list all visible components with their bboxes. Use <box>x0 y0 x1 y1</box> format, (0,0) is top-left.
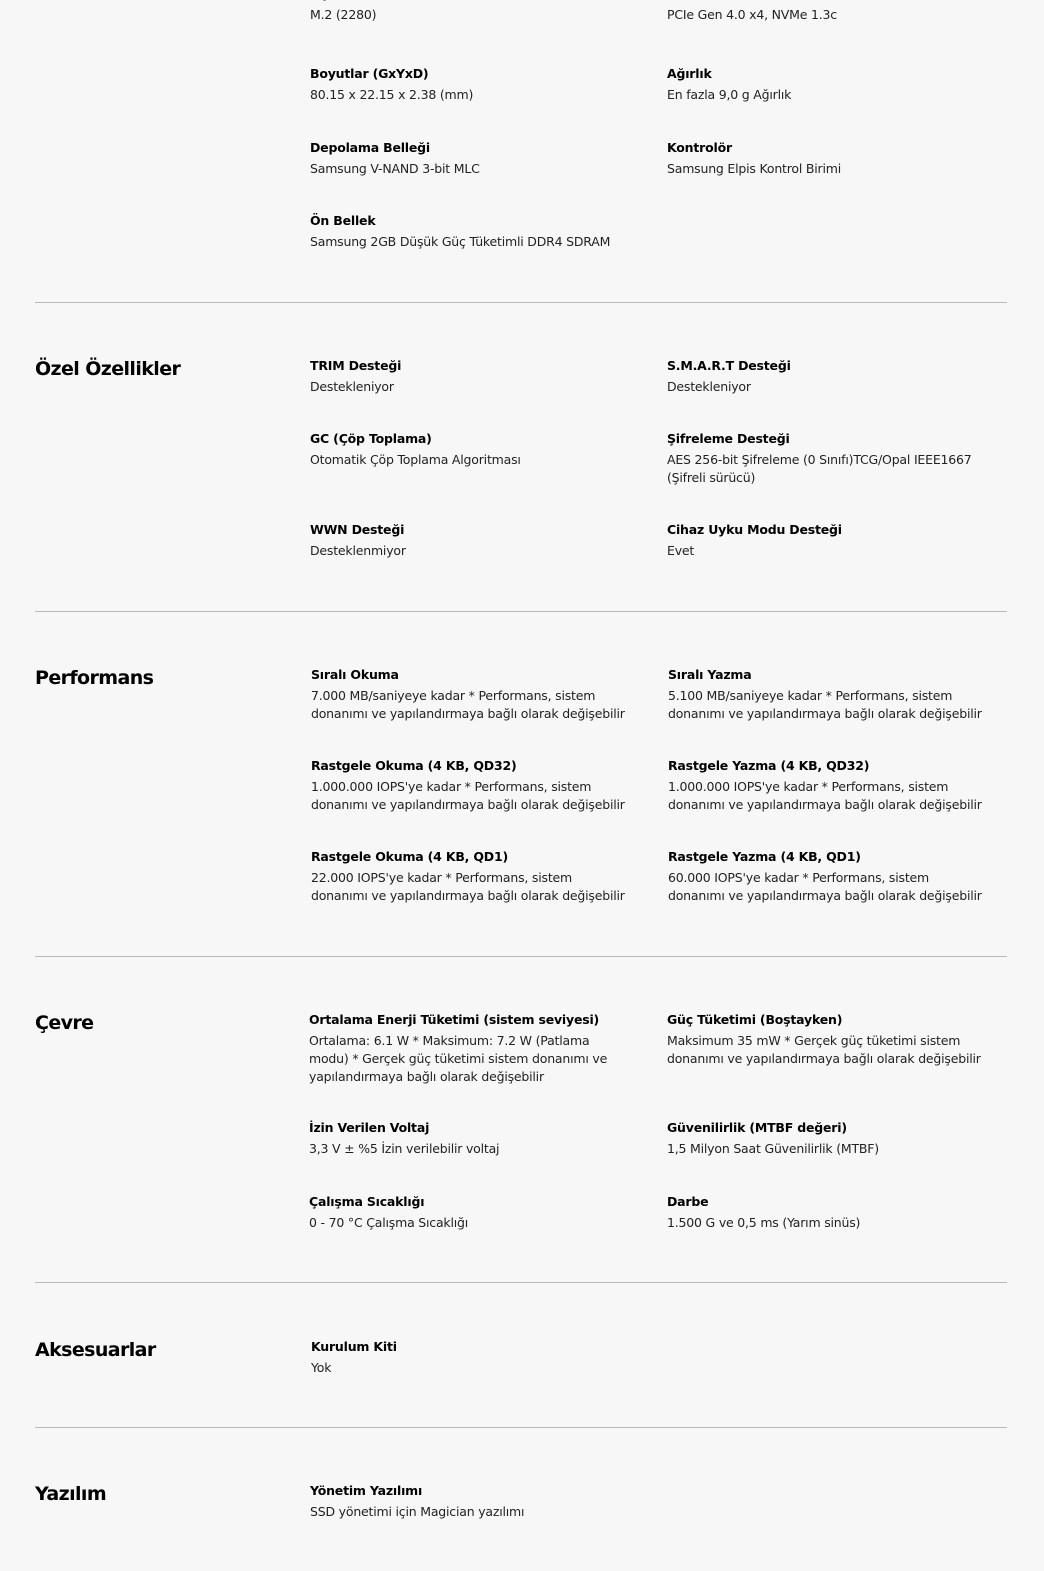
spec-label: Ağırlık <box>667 66 712 81</box>
spec-encryption <box>667 431 987 487</box>
spec-value: Yok <box>311 1360 332 1375</box>
spec-label: Darbe <box>667 1194 709 1209</box>
spec-label: Sıralı Yazma <box>668 667 752 682</box>
spec-value: 7.000 MB/saniyeye kadar * Performans, sistem donanımı ve yapılandırmaya bağlı olarak değişebilir <box>311 688 625 721</box>
spec-shock <box>667 1194 987 1232</box>
spec-sequential-write <box>668 667 988 723</box>
spec-random-write-qd1 <box>668 849 988 905</box>
spec-value: SSD yönetimi için Magician yazılımı <box>310 1504 525 1519</box>
spec-label <box>667 0 987 2</box>
section-divider <box>35 1282 1007 1283</box>
spec-sequential-read <box>311 667 631 723</box>
spec-label: Kurulum Kiti <box>311 1339 397 1354</box>
spec-value: Destekleniyor <box>667 379 751 394</box>
spec-label: Çalışma Sıcaklığı <box>309 1194 425 1209</box>
spec-label: Rastgele Okuma (4 KB, QD1) <box>311 849 508 864</box>
spec-value: Maksimum 35 mW * Gerçek güç tüketimi sistem donanımı ve yapılandırmaya bağlı olarak değişebilir <box>667 1033 981 1066</box>
spec-cache <box>310 213 630 251</box>
spec-storage-memory <box>310 140 630 178</box>
spec-label: Cihaz Uyku Modu Desteği <box>667 522 842 537</box>
spec-label: Yönetim Yazılımı <box>310 1483 423 1498</box>
spec-gc <box>310 431 630 469</box>
spec-value: 1.000.000 IOPS'ye kadar * Performans, sistem donanımı ve yapılandırmaya bağlı olarak değişebilir <box>311 779 625 812</box>
spec-label: WWN Desteği <box>310 522 405 537</box>
spec-label: Depolama Belleği <box>310 140 431 155</box>
spec-value: 22.000 IOPS'ye kadar * Performans, sistem donanımı ve yapılandırmaya bağlı olarak değişebilir <box>311 870 625 903</box>
spec-random-read-qd32 <box>311 758 631 814</box>
spec-value: Destekleniyor <box>310 379 394 394</box>
spec-interface <box>667 0 987 24</box>
section-title: Çevre <box>35 1012 94 1034</box>
section-divider <box>35 1427 1007 1428</box>
spec-idle-power <box>667 1012 987 1068</box>
spec-label: Şifreleme Desteği <box>667 431 790 446</box>
spec-avg-power <box>309 1012 629 1086</box>
spec-mtbf <box>667 1120 987 1158</box>
spec-value: En fazla 9,0 g Ağırlık <box>667 87 792 102</box>
spec-label: Boyutlar (GxYxD) <box>310 66 429 81</box>
spec-label: S.M.A.R.T Desteği <box>667 358 791 373</box>
section-divider <box>35 302 1007 303</box>
spec-installation-kit <box>311 1339 631 1377</box>
spec-value: 1,5 Milyon Saat Güvenilirlik (MTBF) <box>667 1141 879 1156</box>
spec-voltage <box>309 1120 629 1158</box>
spec-weight <box>667 66 987 104</box>
spec-label: Rastgele Yazma (4 KB, QD32) <box>668 758 870 773</box>
section-title: Performans <box>35 667 154 689</box>
spec-value: 3,3 V ± %5 İzin verilebilir voltaj <box>309 1141 500 1156</box>
spec-label: Kontrolör <box>667 140 732 155</box>
section-divider <box>35 611 1007 612</box>
spec-management-software <box>310 1483 630 1521</box>
spec-dimensions <box>310 66 630 104</box>
spec-value: M.2 (2280) <box>310 7 377 22</box>
spec-label: Ortalama Enerji Tüketimi (sistem seviyesi) <box>309 1012 600 1027</box>
spec-label: Rastgele Okuma (4 KB, QD32) <box>311 758 517 773</box>
spec-operating-temp <box>309 1194 629 1232</box>
spec-value: PCIe Gen 4.0 x4, NVMe 1.3c <box>667 7 837 22</box>
spec-value: Evet <box>667 543 695 558</box>
spec-value: 5.100 MB/saniyeye kadar * Performans, sistem donanımı ve yapılandırmaya bağlı olarak değişebilir <box>668 688 982 721</box>
spec-value: 1.500 G ve 0,5 ms (Yarım sinüs) <box>667 1215 861 1230</box>
spec-label: Güvenilirlik (MTBF değeri) <box>667 1120 847 1135</box>
spec-value: Samsung Elpis Kontrol Birimi <box>667 161 842 176</box>
spec-value: Ortalama: 6.1 W * Maksimum: 7.2 W (Patlama modu) * Gerçek güç tüketimi sistem donanımı ve yapılandırmaya bağlı olarak değişebilir <box>309 1033 608 1084</box>
spec-value: Samsung 2GB Düşük Güç Tüketimli DDR4 SDRAM <box>310 234 611 249</box>
spec-value: Otomatik Çöp Toplama Algoritması <box>310 452 521 467</box>
spec-sleep-mode <box>667 522 987 560</box>
spec-label: Güç Tüketimi (Boştayken) <box>667 1012 843 1027</box>
section-divider <box>35 956 1007 957</box>
section-title: Yazılım <box>35 1483 107 1505</box>
spec-value: 60.000 IOPS'ye kadar * Performans, sistem donanımı ve yapılandırmaya bağlı olarak değişebilir <box>668 870 982 903</box>
spec-label: İzin Verilen Voltaj <box>309 1120 430 1135</box>
spec-value: Desteklenmiyor <box>310 543 406 558</box>
spec-wwn <box>310 522 630 560</box>
section-title: Özel Özellikler <box>35 358 181 380</box>
spec-value: AES 256-bit Şifreleme (0 Sınıfı)TCG/Opal IEEE1667 (Şifreli sürücü) <box>667 452 972 485</box>
spec-type <box>310 0 630 24</box>
section-title: Aksesuarlar <box>35 1339 156 1361</box>
spec-value: 80.15 x 22.15 x 2.38 (mm) <box>310 87 474 102</box>
spec-smart <box>667 358 987 396</box>
spec-value: Samsung V-NAND 3-bit MLC <box>310 161 480 176</box>
spec-controller <box>667 140 987 178</box>
spec-trim <box>310 358 630 396</box>
spec-random-read-qd1 <box>311 849 631 905</box>
spec-label <box>310 0 630 2</box>
spec-label: Sıralı Okuma <box>311 667 399 682</box>
spec-value: 0 - 70 °C Çalışma Sıcaklığı <box>309 1215 469 1230</box>
spec-label: Rastgele Yazma (4 KB, QD1) <box>668 849 861 864</box>
spec-value: 1.000.000 IOPS'ye kadar * Performans, sistem donanımı ve yapılandırmaya bağlı olarak değişebilir <box>668 779 982 812</box>
spec-label: TRIM Desteği <box>310 358 402 373</box>
spec-label: GC (Çöp Toplama) <box>310 431 432 446</box>
spec-label: Ön Bellek <box>310 213 376 228</box>
spec-random-write-qd32 <box>668 758 988 814</box>
